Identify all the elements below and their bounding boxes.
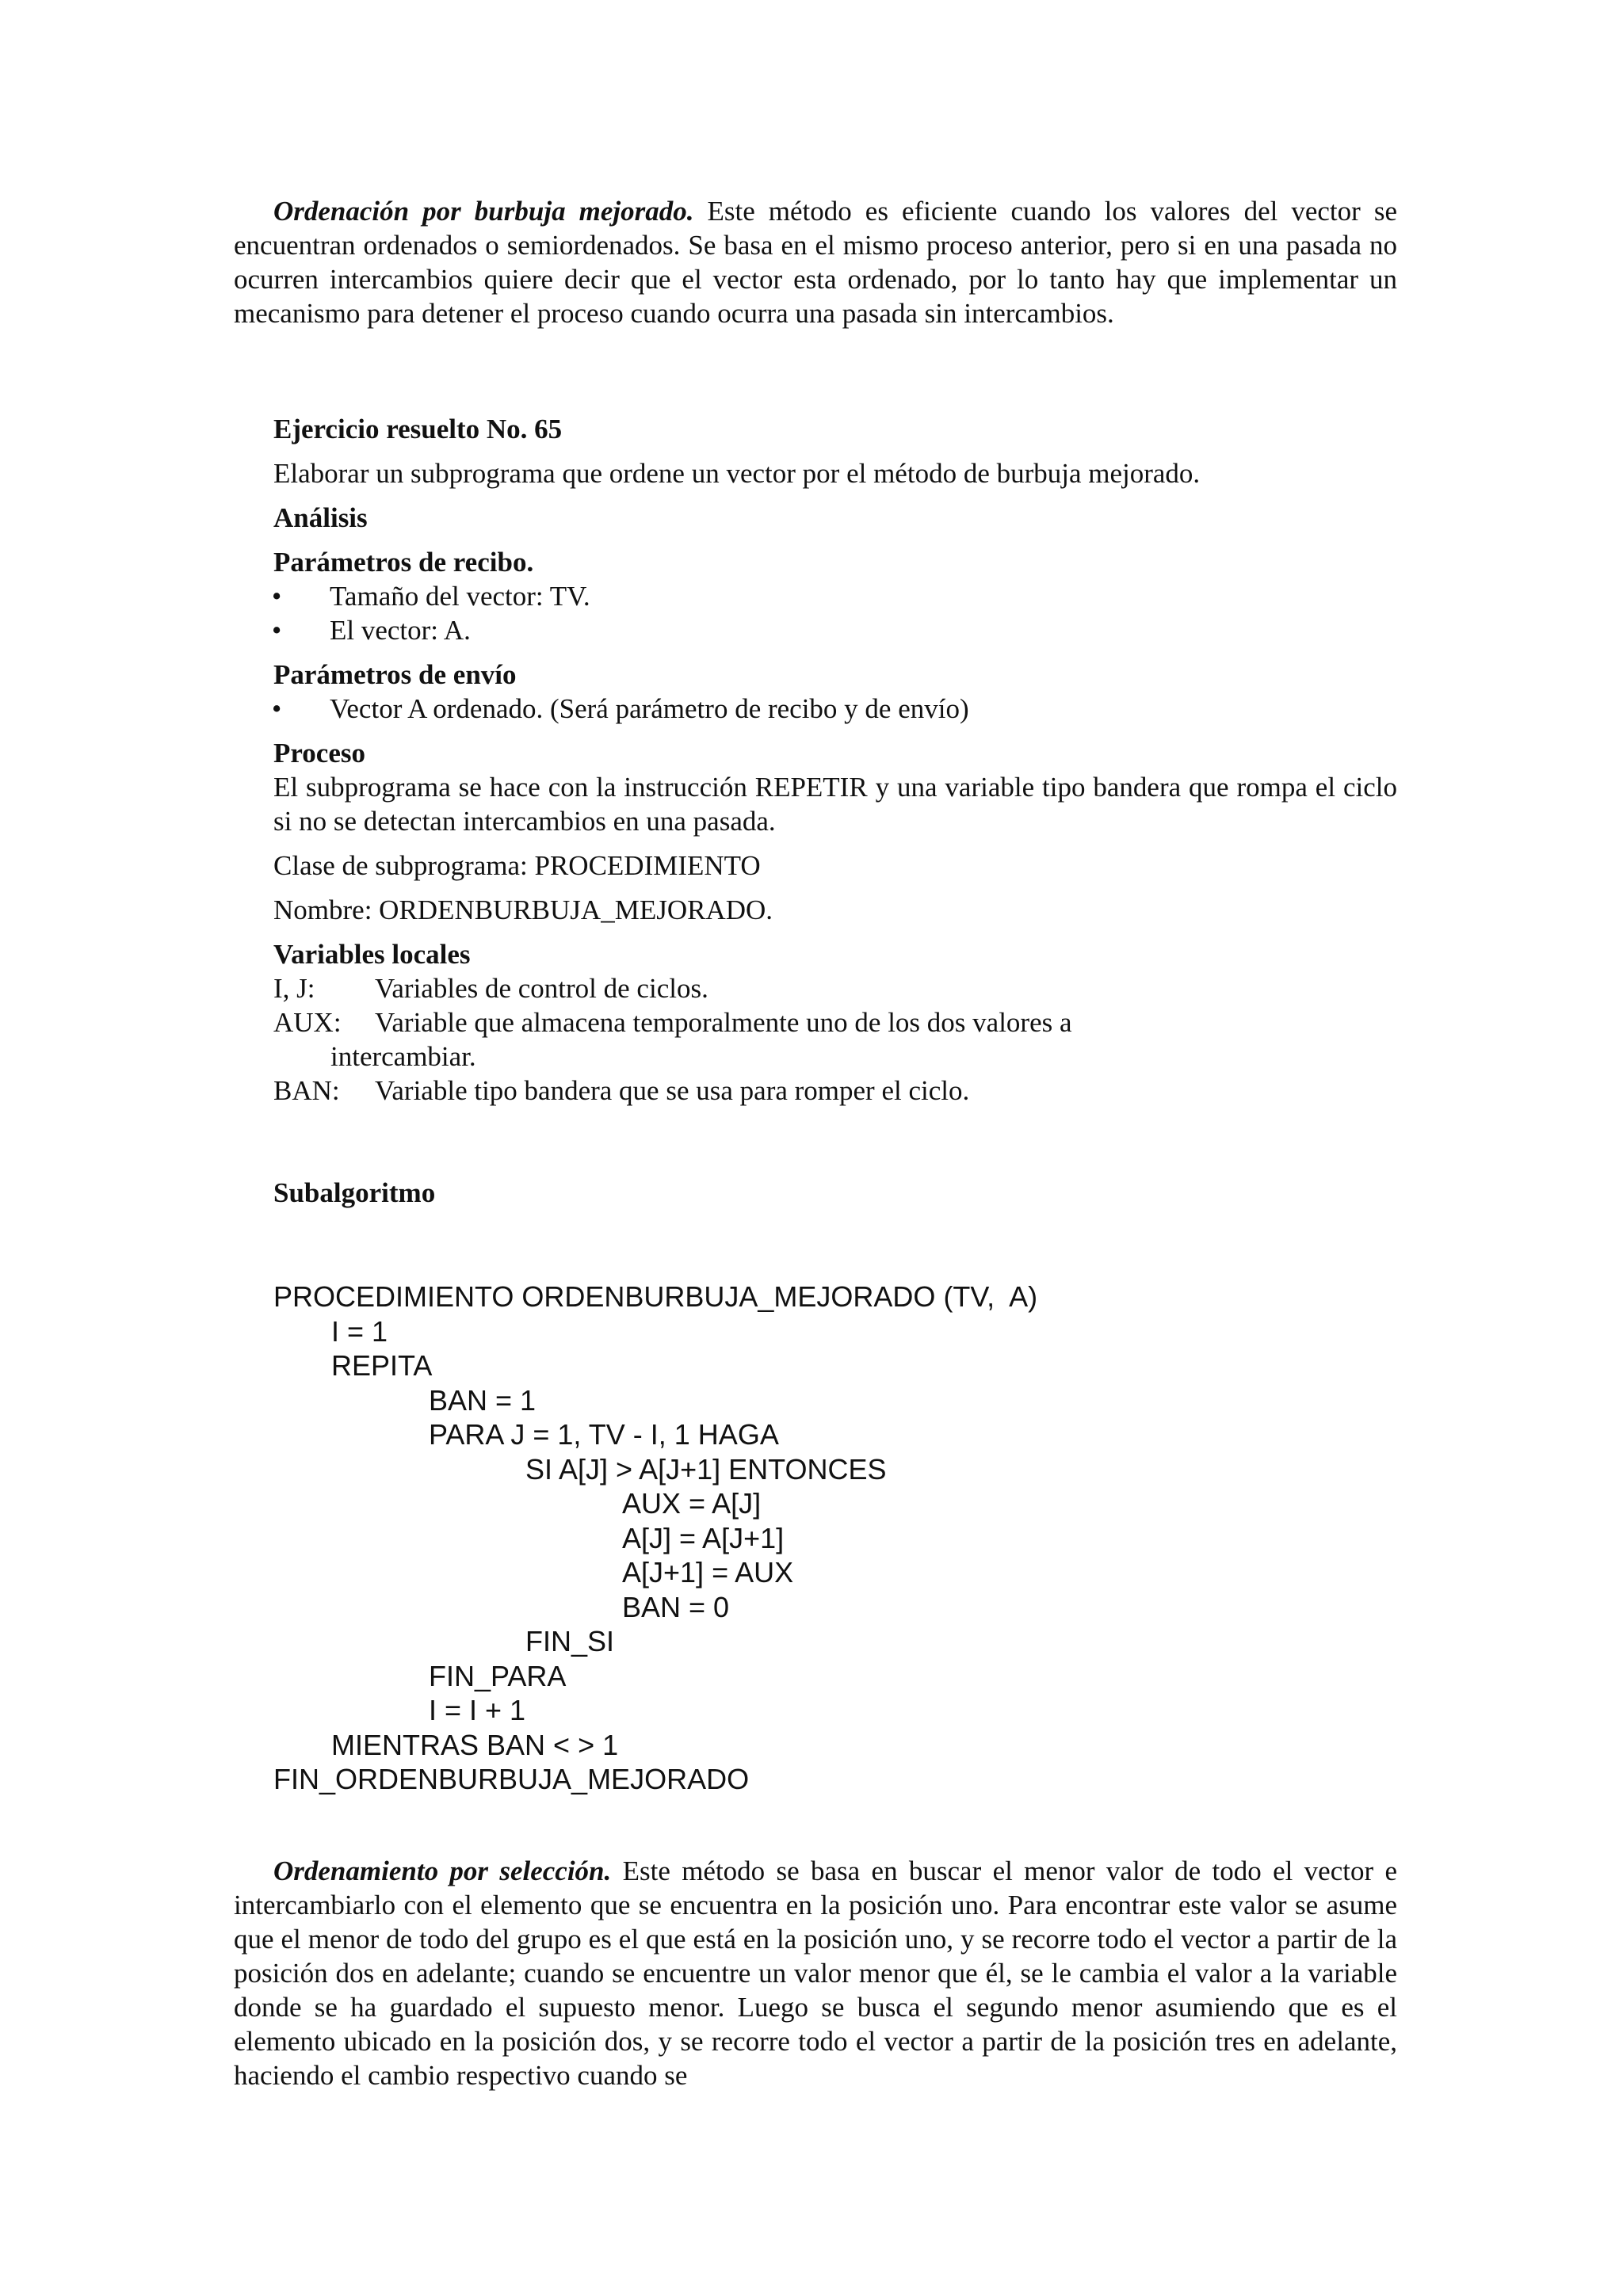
list-item: • Tamaño del vector: TV. xyxy=(272,581,590,612)
code-line: PROCEDIMIENTO ORDENBURBUJA_MEJORADO (TV, A) xyxy=(273,1280,1038,1313)
local-var-desc: Variable que almacena temporalmente uno de los dos valores a xyxy=(375,1007,1072,1038)
exercise-statement: Elaborar un subprograma que ordene un vector por el método de burbuja mejorado. xyxy=(273,458,1201,489)
bullet-glyph: • xyxy=(272,615,282,646)
local-var-row xyxy=(273,1074,1397,1108)
code-line: MIENTRAS BAN < > 1 xyxy=(331,1728,619,1761)
pseudocode-block xyxy=(273,1280,1037,1797)
code-line: FIN_SI xyxy=(525,1625,615,1657)
local-var-desc: Variable tipo bandera que se usa para romper el ciclo. xyxy=(375,1075,970,1106)
code-line: FIN_PARA xyxy=(429,1659,567,1692)
outro-text: Este método se basa en buscar el menor valor de todo el vector e intercambiarlo con el elemento que se encuentra en la posición uno. Para encontrar este valor se asume que el menor de todo del grupo es el que está en la posición uno, y se recorre todo el vector a partir de la posición dos en adelante; cuando se encuentre un valor menor que él, se le cambia el valor a la variable donde se ha guardado el supuesto menor. Luego se busca el segundo menor asumiendo que es el elemento ubicado en la posición dos, y se recorre todo el vector a partir de la posición tres en adelante, haciendo el cambio respectivo cuando se xyxy=(234,1855,1397,2091)
code-line: FIN_ORDENBURBUJA_MEJORADO xyxy=(273,1763,750,1795)
local-var-row xyxy=(273,971,1397,1005)
outro-lead: Ordenamiento por selección. xyxy=(273,1855,612,1886)
outro-paragraph xyxy=(234,1854,1397,2092)
receive-list xyxy=(273,579,1397,647)
receive-heading: Parámetros de recibo. xyxy=(273,547,534,578)
analysis-heading: Análisis xyxy=(273,502,368,533)
bullet-glyph: • xyxy=(272,581,282,612)
code-line: REPITA xyxy=(331,1349,433,1382)
code-line: SI A[J] > A[J+1] ENTONCES xyxy=(525,1452,887,1486)
intro-paragraph xyxy=(234,194,1397,330)
local-var-row xyxy=(273,1005,1397,1039)
local-var-continuation: intercambiar. xyxy=(330,1041,476,1072)
intro-text: Este método es eficiente cuando los valores del vector se encuentran ordenados o semiordenados. Se basa en el mismo proceso anterior, pero si en una pasada no ocurren intercambios quiere decir que el vector esta ordenado, por lo tanto hay que implementar un mecanismo para detener el proceso cuando ocurra una pasada sin intercambios. xyxy=(234,196,1397,329)
exercise-block xyxy=(273,412,1397,1210)
code-line: PARA J = 1, TV - I, 1 HAGA xyxy=(429,1418,779,1451)
locals-list xyxy=(273,971,1397,1108)
send-heading: Parámetros de envío xyxy=(273,659,517,690)
subalgorithm-heading: Subalgoritmo xyxy=(273,1177,436,1208)
list-item: • Vector A ordenado. (Será parámetro de recibo y de envío) xyxy=(272,693,969,724)
local-var-key: BAN: xyxy=(273,1075,340,1106)
code-line: A[J+1] = AUX xyxy=(622,1556,794,1589)
code-line: BAN = 0 xyxy=(622,1590,730,1623)
list-item: • El vector: A. xyxy=(272,615,471,646)
locals-heading: Variables locales xyxy=(273,939,471,970)
code-line: I = I + 1 xyxy=(429,1694,526,1726)
code-line: AUX = A[J] xyxy=(622,1487,762,1520)
process-text: El subprograma se hace con la instrucción REPETIR y una variable tipo bandera que rompa el ciclo si no se detectan intercambios en una pasada. xyxy=(273,772,1397,837)
class-line: Clase de subprograma: PROCEDIMIENTO xyxy=(273,850,761,881)
process-heading: Proceso xyxy=(273,738,365,769)
send-list xyxy=(273,692,1397,726)
code-line: I = 1 xyxy=(331,1314,388,1348)
intro-lead: Ordenación por burbuja mejorado. xyxy=(273,196,694,227)
local-var-key: I, J: xyxy=(273,973,315,1004)
code-line: A[J] = A[J+1] xyxy=(622,1521,785,1554)
code-line: BAN = 1 xyxy=(429,1383,537,1417)
bullet-glyph: • xyxy=(272,693,282,724)
exercise-title: Ejercicio resuelto No. 65 xyxy=(273,414,563,444)
local-var-desc: Variables de control de ciclos. xyxy=(375,973,708,1004)
name-line: Nombre: ORDENBURBUJA_MEJORADO. xyxy=(273,894,773,925)
local-var-key: AUX: xyxy=(273,1007,342,1038)
